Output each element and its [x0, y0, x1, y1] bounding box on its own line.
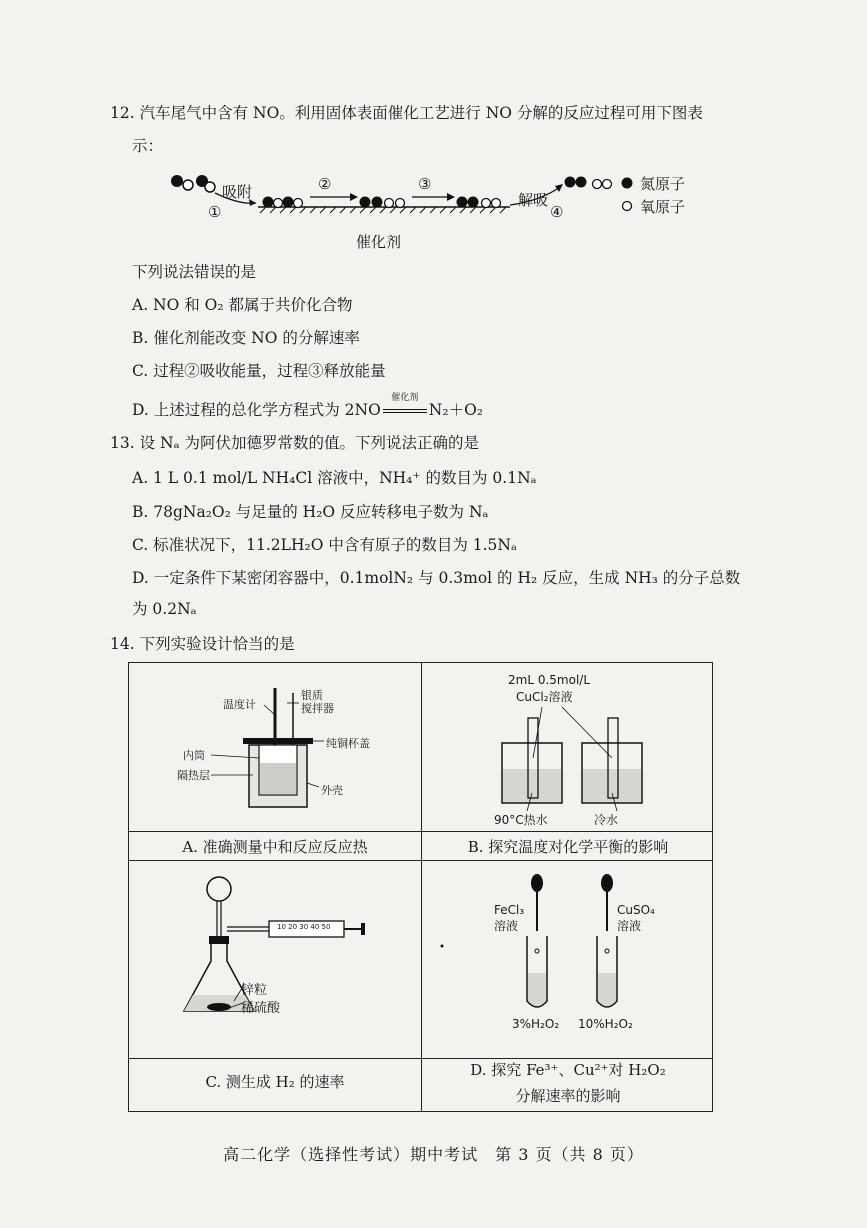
catalyst-label: 催化剂 [356, 233, 402, 251]
q12-option-a: A. NO 和 O₂ 都属于共价化合物 [132, 296, 353, 314]
label-cuso4-solution: 溶液 [617, 919, 642, 933]
step4-label: 解吸 [518, 191, 549, 209]
label-cucl2: CuCl₂溶液 [516, 690, 573, 704]
label-stirrer-1: 银质 [301, 689, 323, 702]
label-fecl3-solution: 溶液 [494, 919, 519, 933]
label-inner-cup: 内筒 [183, 749, 205, 762]
table-divider [129, 831, 712, 832]
q13-stem: 13. 设 Nₐ 为阿伏加德罗常数的值。下列说法正确的是 [110, 434, 479, 452]
cell-c-figure [129, 861, 421, 1057]
step1-label: 吸附 [222, 183, 253, 201]
page-footer: 高二化学（选择性考试）期中考试 第 3 页（共 8 页） [223, 1145, 644, 1164]
label-thermometer: 温度计 [223, 698, 256, 711]
cell-c-caption: C. 测生成 H₂ 的速率 [205, 1073, 345, 1091]
legend-o-label: 氧原子 [640, 198, 686, 216]
q13-option-d-line2: 为 0.2Nₐ [132, 600, 197, 618]
label-insulation: 隔热层 [177, 769, 210, 782]
label-zinc: 锌粒 [241, 983, 268, 998]
cell-b-caption: B. 探究温度对化学平衡的影响 [467, 838, 669, 856]
catalysis-process-svg [160, 165, 720, 260]
q12-option-c: C. 过程②吸收能量，过程③释放能量 [132, 362, 386, 380]
cell-a-figure [129, 663, 421, 831]
q13-option-c: C. 标准状况下，11.2LH₂O 中含有原子的数目为 1.5Nₐ [132, 536, 517, 554]
reaction-condition: 催化剂 [391, 393, 419, 403]
cell-d-figure [422, 861, 712, 1057]
step2-number: ② [318, 175, 332, 193]
label-cold-water: 冷水 [594, 813, 619, 827]
legend-n-marker [622, 178, 633, 189]
q14-stem: 14. 下列实验设计恰当的是 [110, 635, 295, 653]
cell-b-figure [422, 663, 712, 831]
q12-prompt: 下列说法错误的是 [132, 263, 257, 281]
label-cuso4: CuSO₄ [617, 903, 655, 917]
step4-number: ④ [550, 203, 564, 221]
q12-stem-line1: 12. 汽车尾气中含有 NO。利用固体表面催化工艺进行 NO 分解的反应过程可用下图表 [110, 104, 703, 122]
step1-number: ① [208, 203, 222, 221]
label-concentration: 2mL 0.5mol/L [508, 673, 591, 687]
cell-a-caption: A. 准确测量中和反应反应热 [182, 838, 368, 856]
flask-syringe-svg [129, 861, 421, 1057]
q12-option-d [132, 393, 483, 420]
q12-option-d-suffix: N₂＋O₂ [428, 401, 483, 419]
cell-d-caption-line1: D. 探究 Fe³⁺、Cu²⁺对 H₂O₂ [470, 1061, 666, 1079]
step3-number: ③ [418, 175, 432, 193]
q13-option-b: B. 78gNa₂O₂ 与足量的 H₂O 反应转移电子数为 Nₐ [132, 503, 489, 521]
label-stirrer-2: 搅拌器 [301, 702, 334, 715]
calorimeter-svg [129, 663, 421, 831]
q13-option-d-line1: D. 一定条件下某密闭容器中，0.1molN₂ 与 0.3mol 的 H₂ 反应，生成 NH₃ 的分子总数 [132, 569, 741, 587]
q13-option-a: A. 1 L 0.1 mol/L NH₄Cl 溶液中，NH₄⁺ 的数目为 0.1Nₐ [132, 469, 537, 487]
cell-d-caption-line2: 分解速率的影响 [515, 1087, 621, 1105]
label-h2o2-10: 10%H₂O₂ [578, 1017, 633, 1031]
label-h2o2-3: 3%H₂O₂ [512, 1017, 560, 1031]
q12-option-b: B. 催化剂能改变 NO 的分解速率 [132, 329, 360, 347]
label-shell: 外壳 [321, 784, 343, 797]
n-atom [171, 175, 183, 187]
q12-stem-line2: 示： [132, 137, 164, 155]
legend-o-marker [623, 202, 632, 211]
syringe-scale: 10 20 30 40 50 [277, 923, 331, 931]
legend-n-label: 氮原子 [640, 175, 686, 193]
label-dilute-acid: 稀硫酸 [241, 1001, 281, 1016]
label-lid: 纯铜杯盖 [326, 737, 370, 750]
q12-option-d-prefix: D. 上述过程的总化学方程式为 2NO [132, 401, 381, 419]
test-tubes-svg [422, 861, 712, 1057]
reaction-arrow [381, 393, 429, 420]
o-atom [205, 182, 215, 192]
q14-options-table [128, 662, 713, 1112]
o-atom [183, 180, 193, 190]
label-hot-water: 90°C热水 [494, 813, 548, 827]
label-fecl3: FeCl₃ [494, 903, 525, 917]
q12-reaction-diagram [160, 165, 720, 260]
